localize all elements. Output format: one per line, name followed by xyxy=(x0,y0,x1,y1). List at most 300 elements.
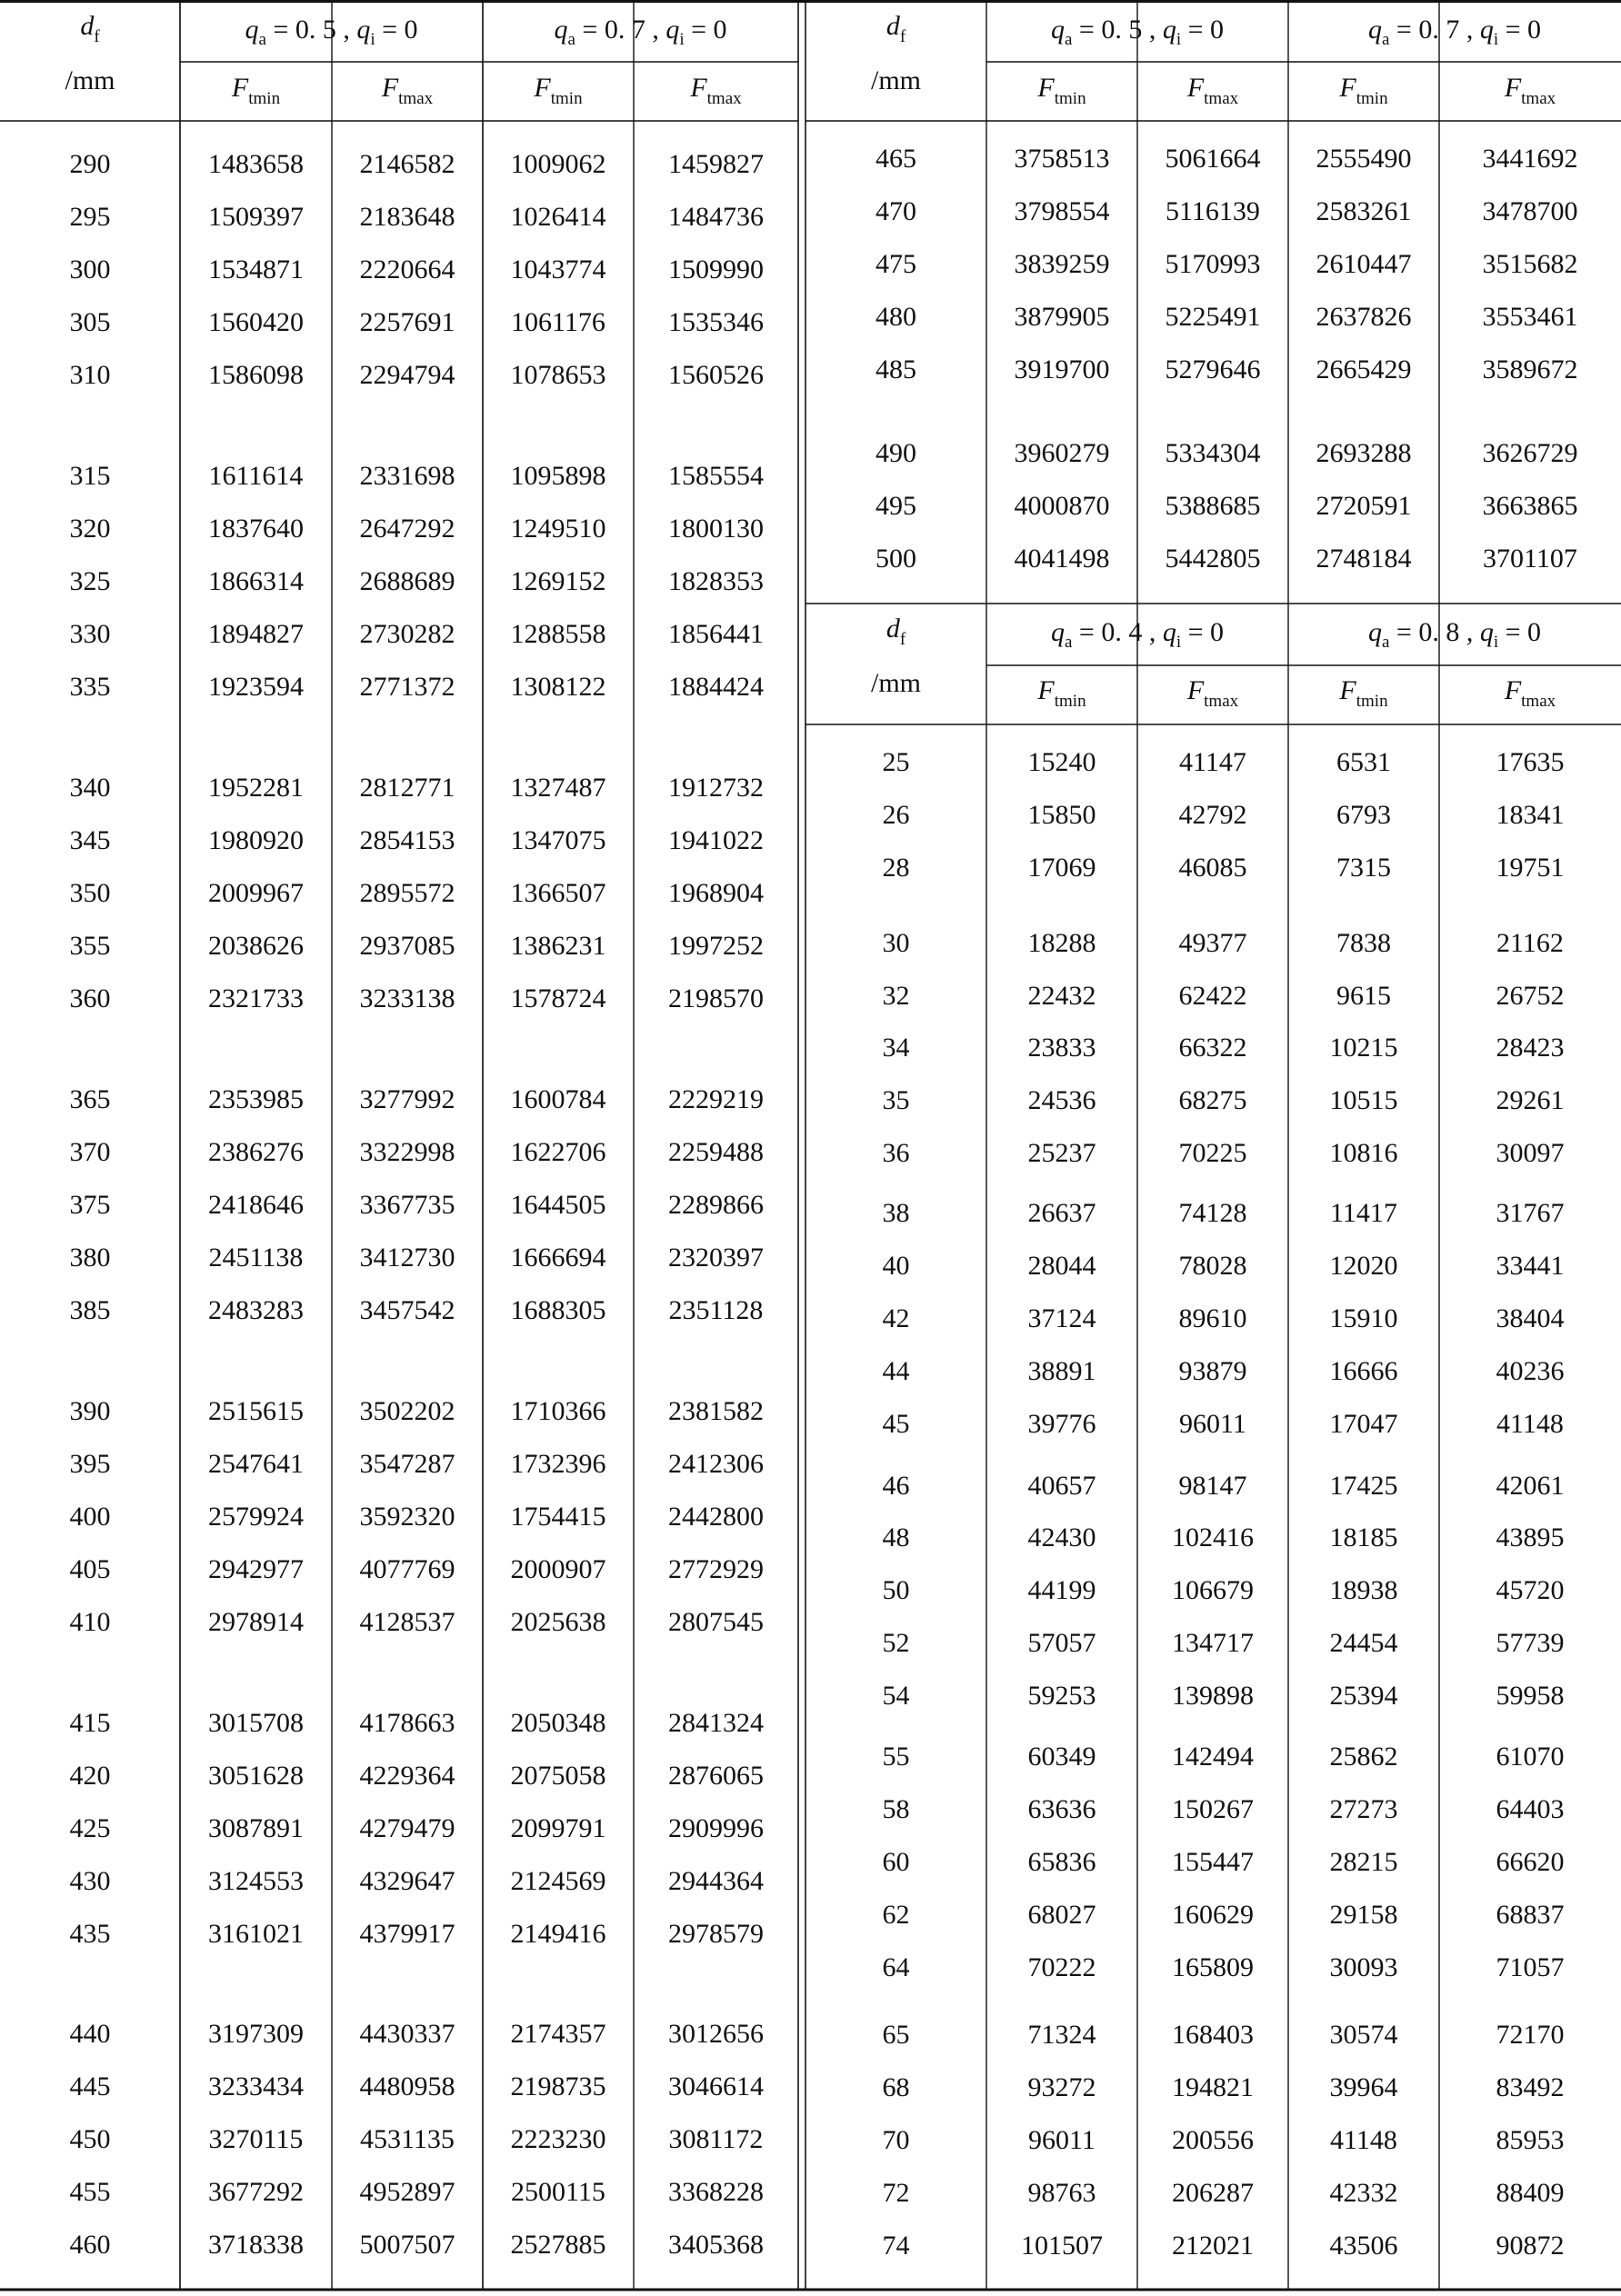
df-cell: 355 xyxy=(69,931,111,961)
force-cell: 28215 xyxy=(1329,1847,1398,1877)
df-cell: 42 xyxy=(882,1303,910,1333)
force-cell: 57057 xyxy=(1027,1628,1096,1658)
force-cell: 1952281 xyxy=(208,773,304,803)
force-cell: 3412730 xyxy=(359,1243,455,1273)
left-unit-header: /mm xyxy=(65,65,115,95)
force-cell: 96011 xyxy=(1179,1409,1246,1439)
df-cell: 26 xyxy=(882,800,910,830)
force-cell: 2386276 xyxy=(208,1137,304,1167)
right-top-col-header-4 xyxy=(1504,73,1556,108)
force-cell: 25862 xyxy=(1329,1742,1398,1772)
force-cell: 2025638 xyxy=(510,1607,606,1637)
right-top-df-header-var: d xyxy=(886,11,900,41)
df-cell: 295 xyxy=(69,202,111,232)
df-cell: 375 xyxy=(69,1190,111,1220)
right-bottom-col-header-3-sub: tmin xyxy=(1356,692,1388,711)
force-cell: 21162 xyxy=(1496,928,1564,958)
force-cell: 3626729 xyxy=(1482,438,1578,468)
df-cell: 335 xyxy=(69,672,111,702)
force-cell: 1997252 xyxy=(668,931,764,961)
force-cell: 5388685 xyxy=(1165,491,1261,521)
force-cell: 17635 xyxy=(1496,747,1565,777)
df-cell: 365 xyxy=(69,1084,111,1114)
force-cell: 4000870 xyxy=(1014,491,1110,521)
left-table-row xyxy=(70,672,765,702)
right-top-col-header-2-sub: tmax xyxy=(1204,89,1239,108)
right-bottom-table-row xyxy=(883,1952,1565,1982)
force-cell: 1483658 xyxy=(208,149,304,179)
force-cell: 1688305 xyxy=(510,1295,606,1325)
df-cell: 70 xyxy=(882,2125,910,2155)
force-cell: 4329647 xyxy=(359,1866,455,1896)
force-cell: 68837 xyxy=(1496,1900,1565,1930)
force-cell: 134717 xyxy=(1172,1628,1254,1658)
force-cell: 30093 xyxy=(1329,1952,1398,1982)
right-bottom-table-row xyxy=(883,2020,1565,2050)
force-cell: 3322998 xyxy=(359,1137,455,1167)
right-bottom-df-header xyxy=(886,614,906,649)
force-cell: 90872 xyxy=(1496,2231,1565,2261)
left-col-header-2-var: F xyxy=(381,73,399,103)
right-top-col-header-4-sub: tmax xyxy=(1521,89,1556,108)
right-top-col-header-1-sub: tmin xyxy=(1054,89,1086,108)
left-table-row xyxy=(70,307,765,337)
right-bottom-df-header-var: d xyxy=(886,614,900,644)
force-cell: 2000907 xyxy=(510,1554,606,1584)
force-cell: 2527885 xyxy=(510,2230,606,2260)
force-cell: 155447 xyxy=(1172,1847,1254,1877)
force-cell: 2841324 xyxy=(668,1708,764,1738)
left-table-row xyxy=(70,878,765,908)
force-cell: 83492 xyxy=(1496,2072,1565,2102)
left-col-header-1-sub: tmin xyxy=(248,89,281,108)
force-cell: 2730282 xyxy=(359,619,455,649)
force-cell: 57739 xyxy=(1496,1628,1565,1658)
force-cell: 30574 xyxy=(1329,2020,1398,2050)
force-cell: 26752 xyxy=(1496,981,1565,1011)
force-cell: 1732396 xyxy=(510,1449,606,1479)
df-cell: 52 xyxy=(882,1628,910,1658)
right-bottom-table-row xyxy=(883,1575,1565,1605)
force-cell: 4229364 xyxy=(359,1761,455,1791)
force-cell: 18341 xyxy=(1496,800,1565,830)
force-cell: 43506 xyxy=(1329,2231,1398,2261)
force-cell: 66620 xyxy=(1496,1847,1565,1877)
right-top-col-header-3-sub: tmin xyxy=(1356,89,1388,108)
force-cell: 2665429 xyxy=(1316,354,1412,384)
df-cell: 62 xyxy=(882,1900,910,1930)
force-cell: 24536 xyxy=(1027,1085,1096,1115)
left-table-row xyxy=(70,1243,765,1273)
force-cell: 168403 xyxy=(1172,2020,1254,2050)
force-cell: 3368228 xyxy=(668,2177,764,2207)
force-cell: 3502202 xyxy=(359,1396,455,1426)
force-cell: 6793 xyxy=(1336,800,1391,830)
left-col-header-3-sub: tmin xyxy=(550,89,583,108)
right-top-table-row xyxy=(876,544,1577,574)
left-col-header-2-sub: tmax xyxy=(398,89,434,108)
force-cell: 38891 xyxy=(1027,1356,1096,1386)
force-cell: 1327487 xyxy=(510,773,606,803)
force-cell: 9615 xyxy=(1336,981,1391,1011)
right-top-col-header-2-var: F xyxy=(1186,73,1205,103)
df-cell: 390 xyxy=(69,1396,111,1426)
df-cell: 40 xyxy=(882,1251,910,1281)
df-cell: 495 xyxy=(876,491,916,521)
force-cell: 88409 xyxy=(1496,2178,1565,2208)
force-cell: 3012656 xyxy=(668,2019,764,2049)
force-cell: 4279479 xyxy=(359,1813,455,1843)
right-bottom-col-header-2-sub: tmax xyxy=(1204,692,1239,711)
right-bottom-table-row xyxy=(883,1138,1565,1168)
force-cell: 3592320 xyxy=(359,1502,455,1532)
force-cell: 4480958 xyxy=(359,2071,455,2101)
df-cell: 340 xyxy=(69,773,111,803)
force-cell: 3758513 xyxy=(1014,144,1110,174)
force-cell: 2647292 xyxy=(359,514,455,544)
force-cell: 37124 xyxy=(1027,1303,1096,1333)
force-cell: 39964 xyxy=(1329,2072,1398,2102)
force-cell: 33441 xyxy=(1496,1251,1565,1281)
force-cell: 2174357 xyxy=(510,2019,606,2049)
force-cell: 1308122 xyxy=(510,672,606,702)
right-top-col-header-1-var: F xyxy=(1037,73,1055,103)
force-cell: 26637 xyxy=(1027,1198,1096,1228)
force-cell: 5334304 xyxy=(1165,438,1261,468)
right-bottom-table-row xyxy=(883,1522,1565,1552)
force-cell: 2547641 xyxy=(208,1449,304,1479)
force-cell: 3405368 xyxy=(668,2230,764,2260)
left-table-row xyxy=(70,1137,765,1167)
force-cell: 25394 xyxy=(1329,1681,1398,1711)
force-cell: 5061664 xyxy=(1165,144,1261,174)
df-cell: 30 xyxy=(882,928,910,958)
df-cell: 440 xyxy=(69,2019,111,2049)
force-cell: 1535346 xyxy=(668,307,764,337)
force-cell: 3233434 xyxy=(208,2071,304,2101)
force-cell: 71057 xyxy=(1496,1952,1565,1982)
force-cell: 49377 xyxy=(1178,928,1247,958)
force-cell: 2772929 xyxy=(668,1554,764,1584)
force-cell: 74128 xyxy=(1178,1198,1247,1228)
force-cell: 28423 xyxy=(1496,1033,1565,1063)
df-cell: 385 xyxy=(69,1295,111,1325)
df-cell: 58 xyxy=(882,1794,910,1824)
force-cell: 4952897 xyxy=(359,2177,455,2207)
force-cell: 71324 xyxy=(1027,2020,1096,2050)
force-cell: 5170993 xyxy=(1165,249,1261,279)
force-cell: 1366507 xyxy=(510,878,606,908)
force-cell: 5442805 xyxy=(1165,544,1261,574)
right-bottom-table-row xyxy=(883,1033,1565,1063)
right-top-group-2-header: $q_a = 0$. 7 , $q_i = 0$ xyxy=(1367,15,1542,49)
force-cell: 2812771 xyxy=(359,773,455,803)
force-cell: 40236 xyxy=(1496,1356,1565,1386)
force-cell: 2579924 xyxy=(208,1502,304,1532)
df-cell: 380 xyxy=(69,1243,111,1273)
force-cell: 1249510 xyxy=(510,514,606,544)
force-cell: 2289866 xyxy=(668,1190,764,1220)
left-table-row xyxy=(70,2019,765,2049)
df-cell: 395 xyxy=(69,1449,111,1479)
force-cell: 5279646 xyxy=(1165,354,1261,384)
force-cell: 1578724 xyxy=(510,983,606,1013)
right-top-table-row xyxy=(876,302,1578,332)
df-cell: 415 xyxy=(69,1708,111,1738)
force-cell: 29261 xyxy=(1496,1085,1565,1115)
left-table-row xyxy=(70,1708,765,1738)
force-cell: 40657 xyxy=(1027,1471,1096,1501)
force-cell: 2331698 xyxy=(359,461,455,491)
left-df-header xyxy=(80,11,100,46)
left-table-row xyxy=(70,1502,765,1532)
force-cell: 2075058 xyxy=(510,1761,606,1791)
force-cell: 2050348 xyxy=(510,1708,606,1738)
right-bottom-group-1-header-qa-value: 0. 4 xyxy=(1101,617,1143,647)
force-cell: 2909996 xyxy=(668,1813,764,1843)
left-table-row xyxy=(70,149,765,179)
right-bottom-table-row xyxy=(883,928,1564,958)
force-cell: 3087891 xyxy=(208,1813,304,1843)
left-table-row xyxy=(70,1554,765,1584)
force-cell: 2944364 xyxy=(668,1866,764,1896)
force-cell: 1923594 xyxy=(208,672,304,702)
force-cell: 2771372 xyxy=(359,672,455,702)
force-cell: 1611614 xyxy=(208,461,304,491)
force-cell: 1941022 xyxy=(668,825,764,855)
df-cell: 330 xyxy=(69,619,111,649)
force-cell: 42061 xyxy=(1496,1471,1565,1501)
df-cell: 45 xyxy=(882,1409,910,1439)
force-cell: 2418646 xyxy=(208,1190,304,1220)
force-cell: 2720591 xyxy=(1316,491,1412,521)
left-df-header-sub: f xyxy=(94,27,100,46)
force-cell: 139898 xyxy=(1172,1681,1254,1711)
force-cell: 3798554 xyxy=(1014,196,1110,226)
force-cell: 2937085 xyxy=(359,931,455,961)
force-cell: 65836 xyxy=(1027,1847,1096,1877)
right-top-group-2-header-qa-value: 0. 7 xyxy=(1418,15,1460,45)
df-cell: 410 xyxy=(69,1607,111,1637)
right-bottom-table-row xyxy=(883,2231,1565,2261)
force-cell: 3718338 xyxy=(208,2230,304,2260)
force-cell: 25237 xyxy=(1027,1138,1096,1168)
right-bottom-col-header-3 xyxy=(1338,675,1388,711)
force-cell: 24454 xyxy=(1329,1628,1398,1658)
right-bottom-col-header-1 xyxy=(1036,675,1086,711)
force-cell: 1061176 xyxy=(511,307,605,337)
force-cell: 2483283 xyxy=(208,1295,304,1325)
left-col-header-1 xyxy=(231,73,281,108)
df-cell: 455 xyxy=(69,2177,111,2207)
force-cell: 2183648 xyxy=(359,202,455,232)
df-cell: 460 xyxy=(69,2230,111,2260)
force-cell: 60349 xyxy=(1027,1742,1096,1772)
force-cell: 17047 xyxy=(1329,1409,1398,1439)
left-table-row xyxy=(70,1607,765,1637)
force-cell: 1560526 xyxy=(668,360,764,390)
df-cell: 485 xyxy=(876,354,916,384)
force-cell: 7315 xyxy=(1336,853,1391,883)
left-group-2-header-qi-value: 0 xyxy=(713,15,727,45)
right-bottom-group-1-header: $q_a = 0$. 4 , $q_i = 0$ xyxy=(1050,617,1225,652)
right-bottom-table-row xyxy=(883,1251,1565,1281)
force-cell: 2009967 xyxy=(208,878,304,908)
force-cell: 1269152 xyxy=(510,566,606,596)
right-bottom-table-row xyxy=(883,1742,1565,1772)
force-cell: 4531135 xyxy=(360,2124,455,2154)
df-cell: 480 xyxy=(876,302,916,332)
right-top-df-header xyxy=(886,11,906,46)
force-cell: 18938 xyxy=(1329,1575,1398,1605)
left-col-header-3-var: F xyxy=(534,73,551,103)
force-cell: 5007507 xyxy=(359,2230,455,2260)
right-top-col-header-1 xyxy=(1036,73,1086,108)
force-cell: 3441692 xyxy=(1482,144,1578,174)
force-cell: 1509990 xyxy=(668,255,764,285)
left-table-row xyxy=(70,773,765,803)
df-cell: 310 xyxy=(69,360,111,390)
left-table-row xyxy=(70,566,765,596)
right-bottom-col-header-2-var: F xyxy=(1186,675,1205,705)
force-cell: 1560420 xyxy=(208,307,304,337)
force-cell: 10215 xyxy=(1329,1033,1398,1063)
right-bottom-table-row xyxy=(883,1303,1565,1333)
force-cell: 44199 xyxy=(1027,1575,1096,1605)
df-cell: 435 xyxy=(69,1919,111,1949)
left-group-1-header-qa-value: 0. 5 xyxy=(295,15,336,45)
force-cell: 16666 xyxy=(1329,1356,1398,1386)
right-bottom-table-row xyxy=(883,1409,1564,1439)
force-cell: 15240 xyxy=(1027,747,1096,777)
force-cell: 194821 xyxy=(1172,2072,1254,2102)
force-cell: 1968904 xyxy=(668,878,764,908)
force-cell: 15850 xyxy=(1027,800,1096,830)
force-cell: 4430337 xyxy=(359,2019,455,2049)
force-cell: 3701107 xyxy=(1483,544,1577,574)
force-cell: 15910 xyxy=(1329,1303,1398,1333)
force-cell: 41148 xyxy=(1496,1409,1564,1439)
force-cell: 1386231 xyxy=(510,931,606,961)
left-table-row xyxy=(70,255,765,285)
left-df-header-var: d xyxy=(80,11,95,41)
force-cell: 3839259 xyxy=(1014,249,1110,279)
force-cell: 1837640 xyxy=(208,514,304,544)
right-top-table-row xyxy=(876,196,1578,226)
left-col-header-4-sub: tmax xyxy=(706,89,742,108)
force-cell: 1009062 xyxy=(510,149,606,179)
df-cell: 28 xyxy=(882,853,910,883)
force-cell: 42792 xyxy=(1178,800,1247,830)
right-bottom-table-row xyxy=(883,853,1565,883)
force-cell: 27273 xyxy=(1329,1794,1398,1824)
left-group-1-header-qi-value: 0 xyxy=(404,15,418,45)
force-cell: 41147 xyxy=(1179,747,1246,777)
left-table-row xyxy=(70,1449,765,1479)
df-cell: 405 xyxy=(69,1554,111,1584)
force-cell: 3015708 xyxy=(208,1708,304,1738)
force-cell: 3478700 xyxy=(1482,196,1578,226)
force-cell: 3919700 xyxy=(1014,354,1110,384)
force-cell: 2500115 xyxy=(511,2177,605,2207)
force-cell: 68275 xyxy=(1178,1085,1247,1115)
df-cell: 44 xyxy=(882,1356,910,1386)
force-cell: 4178663 xyxy=(359,1708,455,1738)
force-cell: 1095898 xyxy=(510,461,606,491)
force-cell: 2149416 xyxy=(510,1919,606,1949)
force-cell: 1644505 xyxy=(510,1190,606,1220)
force-cell: 1866314 xyxy=(208,566,304,596)
force-cell: 18288 xyxy=(1027,928,1096,958)
force-cell: 3233138 xyxy=(359,983,455,1013)
force-cell: 2198570 xyxy=(668,983,764,1013)
force-cell: 3124553 xyxy=(208,1866,304,1896)
force-cell: 66322 xyxy=(1178,1033,1247,1063)
force-cell: 1043774 xyxy=(510,255,606,285)
force-cell: 165809 xyxy=(1172,1952,1254,1982)
force-cell: 2353985 xyxy=(208,1084,304,1114)
force-cell: 1622706 xyxy=(510,1137,606,1167)
force-cell: 2099791 xyxy=(510,1813,606,1843)
force-cell: 78028 xyxy=(1178,1251,1247,1281)
df-cell: 72 xyxy=(882,2178,910,2208)
force-cell: 64403 xyxy=(1496,1794,1565,1824)
force-cell: 3046614 xyxy=(668,2071,764,2101)
force-cell: 89610 xyxy=(1178,1303,1247,1333)
force-cell: 39776 xyxy=(1027,1409,1096,1439)
force-cell: 2198735 xyxy=(510,2071,606,2101)
right-bottom-table-row xyxy=(883,747,1565,777)
force-cell: 4379917 xyxy=(359,1919,455,1949)
force-cell: 59253 xyxy=(1027,1681,1096,1711)
left-group-2-header: $q_a = 0$. 7 , $q_i = 0$ xyxy=(554,15,727,49)
df-cell: 475 xyxy=(876,249,916,279)
left-table-row xyxy=(70,931,765,961)
force-cell: 3457542 xyxy=(359,1295,455,1325)
right-top-table-row xyxy=(876,354,1578,384)
force-cell: 1586098 xyxy=(208,360,304,390)
right-bottom-table-row xyxy=(883,1847,1565,1877)
left-table-row xyxy=(70,1396,765,1426)
right-bottom-group-1-header-qi-value: 0 xyxy=(1210,617,1225,647)
df-cell: 60 xyxy=(882,1847,910,1877)
force-cell: 1666694 xyxy=(510,1243,606,1273)
left-table-row xyxy=(70,2124,764,2154)
df-cell: 430 xyxy=(69,1866,111,1896)
force-cell: 102416 xyxy=(1172,1522,1254,1552)
force-cell: 142494 xyxy=(1172,1742,1254,1772)
force-cell: 2146582 xyxy=(359,149,455,179)
df-cell: 38 xyxy=(882,1198,910,1228)
df-cell: 34 xyxy=(882,1033,910,1063)
force-cell: 7838 xyxy=(1336,928,1391,958)
df-cell: 490 xyxy=(876,438,916,468)
right-bottom-col-header-1-sub: tmin xyxy=(1054,692,1086,711)
left-table-row xyxy=(70,825,765,855)
force-cell: 1484736 xyxy=(668,202,764,232)
force-cell: 17069 xyxy=(1027,853,1096,883)
left-col-header-2 xyxy=(381,73,434,108)
force-cell: 200556 xyxy=(1172,2125,1254,2155)
right-top-df-header-sub: f xyxy=(899,27,906,46)
force-cell: 3547287 xyxy=(359,1449,455,1479)
left-table-row xyxy=(70,619,765,649)
force-cell: 2294794 xyxy=(359,360,455,390)
left-table-row xyxy=(70,514,765,544)
force-cell: 2748184 xyxy=(1316,544,1412,574)
right-top-table-row xyxy=(876,249,1578,279)
force-cell: 4128537 xyxy=(359,1607,455,1637)
